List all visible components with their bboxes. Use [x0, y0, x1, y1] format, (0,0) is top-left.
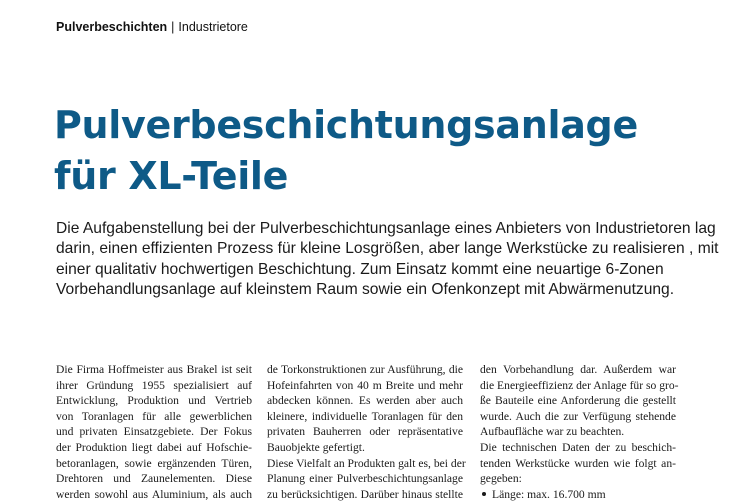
- lead-line: einer qualitativ hochwertigen Beschichtung. Zum Einsatz kommt eine neuartige 6-Zonen: [56, 260, 664, 278]
- subsection-label: Industrietore: [178, 20, 248, 34]
- body-line: betoranlagen, sowie ergänzenden Türen,: [56, 456, 252, 470]
- body-line: Planung einer Pulverbeschichtungsanlage: [267, 472, 463, 486]
- body-line: Drehtoren und Zaunelementen. Diese: [56, 472, 252, 486]
- body-line: wurde. Auch die zur Verfügung stehende: [480, 409, 676, 423]
- title-line-1: Pulverbeschichtungsanlage: [54, 103, 638, 147]
- body-line: ße Bauteile eine Anforderung die gestellt: [480, 394, 676, 408]
- body-line: ihrer Gründung 1955 spezialisiert auf: [56, 378, 252, 392]
- body-line: den Vorbehandlung dar. Außerdem war: [480, 363, 676, 376]
- body-column-3: [480, 362, 679, 502]
- body-line: Entwicklung, Produktion und Vertrieb: [56, 394, 252, 408]
- body-line: kleinere, individuelle Toranlagen für den: [267, 409, 463, 423]
- body-line: abdecken können. Es werden aber auch: [267, 394, 463, 408]
- lead-line: Vorbehandlungsanlage auf kleinstem Raum sowie ein Ofenkonzept mit Abwärmenutzung.: [56, 281, 675, 299]
- body-column-1: [56, 362, 252, 502]
- body-line: Hofeinfahrten von 40 m Breite und mehr: [267, 378, 463, 392]
- body-line: der Produktion liegt dabei auf Hofschie-: [56, 440, 252, 454]
- body-line: werden sowohl aus Aluminium, als auch: [56, 487, 252, 501]
- body-line: de Torkonstruktionen zur Ausführung, die: [267, 363, 463, 376]
- lead-line: Die Aufgabenstellung bei der Pulverbeschichtungsanlage eines Anbieters von Industrietoren lag: [56, 220, 716, 237]
- body-line: tenden Werkstücke wurden wie folgt an-: [480, 456, 676, 470]
- body-line: Die Firma Hoffmeister aus Brakel ist seit: [56, 363, 252, 376]
- body-line: gegeben:: [480, 472, 522, 486]
- body-line: Aufbaufläche war zu beachten.: [480, 425, 625, 439]
- body-line: privaten Bauherren oder repräsentative: [267, 425, 463, 439]
- title-line-2: für XL-Teile: [54, 154, 289, 198]
- body-line: Bauobjekte gefertigt.: [267, 440, 365, 454]
- header-separator: |: [171, 20, 175, 34]
- body-line: die Energieeffizienz der Anlage für so gro-: [480, 378, 679, 392]
- body-line: Diese Vielfalt an Produkten galt es, bei der: [267, 456, 466, 470]
- body-line: zu berücksichtigen. Darüber hinaus stellte: [267, 487, 463, 501]
- body-column-2: [267, 362, 466, 502]
- lead-paragraph: [56, 219, 736, 301]
- lead-line: darin, einen effizienten Prozess für kleine Losgrößen, aber lange Werkstücke zu realisieren , mit: [56, 240, 719, 258]
- body-line: und privaten Einsatzgebiete. Der Fokus: [56, 425, 252, 439]
- body-line: Die technischen Daten der zu beschich-: [480, 440, 676, 454]
- section-label: Pulverbeschichten: [56, 20, 168, 34]
- section-header: [56, 20, 248, 34]
- bullet-text: Länge: max. 16.700 mm: [492, 487, 606, 501]
- article-title: [54, 100, 638, 202]
- bullet-item: [480, 487, 676, 502]
- body-line: von Toranlagen für alle gewerblichen: [56, 409, 252, 423]
